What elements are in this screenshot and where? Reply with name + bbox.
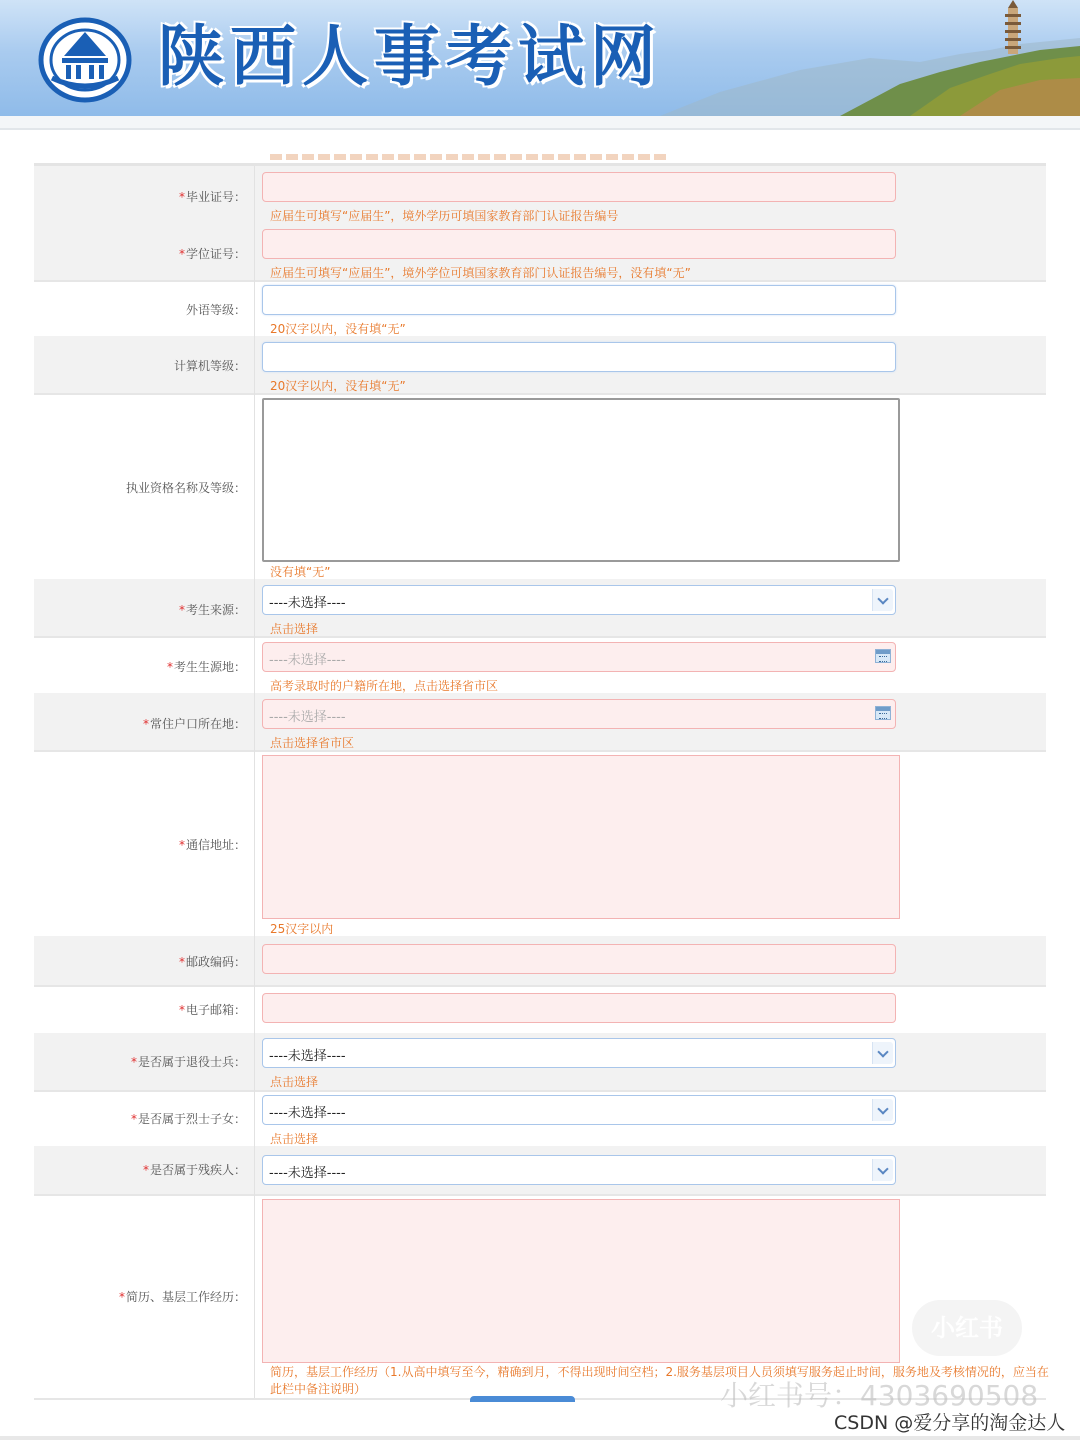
field-label: 外语等级： xyxy=(185,303,246,317)
qualification-textarea[interactable] xyxy=(262,398,900,562)
cropped-hint-text xyxy=(270,154,670,160)
nav-strip xyxy=(0,116,1080,130)
field-hint: 简历，基层工作经历（1.从高中填写至今，精确到月，不得出现时间空档；2.服务基层项目人员须填写服务起止时间，服务地及考核情况的，应当在此栏中备注说明） xyxy=(270,1365,1049,1396)
submit-button[interactable] xyxy=(470,1396,575,1402)
site-title: 陕西人事考试网 xyxy=(158,18,662,95)
field-hint: 20汉字以内，没有填“无” xyxy=(270,379,406,393)
field-label: *是否属于烈士子女： xyxy=(130,1112,246,1126)
divider xyxy=(0,1436,1080,1440)
field-label: *学位证号： xyxy=(178,247,246,261)
field-hint: 高考录取时的户籍所在地，点击选择省市区 xyxy=(270,679,499,693)
field-hint: 点击选择 xyxy=(270,1075,319,1089)
foreign-language-level-input[interactable] xyxy=(262,285,896,315)
field-hint: 应届生可填写“应届生”，境外学历可填国家教育部门认证报告编号 xyxy=(270,209,619,223)
chevron-down-icon[interactable] xyxy=(872,1042,893,1064)
pagoda-mountain-illustration xyxy=(660,0,1080,116)
chevron-down-icon[interactable] xyxy=(872,589,893,611)
field-hint: 没有填“无” xyxy=(270,565,331,579)
region-picker-icon[interactable] xyxy=(875,706,891,720)
region-picker-icon[interactable] xyxy=(875,649,891,663)
xiaohongshu-id-watermark: 小红书号：4303690508 xyxy=(720,1379,1039,1412)
csdn-watermark: CSDN @爱分享的淘金达人 xyxy=(834,1412,1066,1434)
candidate-source-select[interactable]: ----未选择---- xyxy=(262,585,896,615)
field-label: *常住户口所在地： xyxy=(142,717,246,731)
field-label: *简历、基层工作经历： xyxy=(118,1290,246,1304)
field-hint: 点击选择 xyxy=(270,1132,319,1146)
postal-code-input[interactable] xyxy=(262,944,896,974)
field-label: *毕业证号： xyxy=(178,190,246,204)
field-label: *是否属于残疾人： xyxy=(142,1163,246,1177)
martyr-child-select[interactable]: ----未选择---- xyxy=(262,1095,896,1125)
field-hint: 点击选择省市区 xyxy=(270,736,355,750)
field-label: 执业资格名称及等级： xyxy=(125,481,246,495)
xiaohongshu-logo: 小红书 xyxy=(912,1300,1022,1356)
field-hint: 点击选择 xyxy=(270,622,319,636)
site-logo-icon xyxy=(38,16,132,104)
field-label: *是否属于退役士兵： xyxy=(130,1055,246,1069)
field-hint: 应届生可填写“应届生”，境外学位可填国家教育部门认证报告编号，没有填“无” xyxy=(270,266,691,280)
disability-select[interactable]: ----未选择---- xyxy=(262,1155,896,1185)
field-hint: 25汉字以内 xyxy=(270,922,334,936)
household-registration-picker[interactable]: ----未选择---- xyxy=(262,699,896,729)
degree-number-input[interactable] xyxy=(262,229,896,259)
veteran-select[interactable]: ----未选择---- xyxy=(262,1038,896,1068)
chevron-down-icon[interactable] xyxy=(872,1099,893,1121)
field-label: *考生生源地： xyxy=(166,660,246,674)
field-label: *考生来源： xyxy=(178,603,246,617)
field-label: *邮政编码： xyxy=(178,955,246,969)
computer-level-input[interactable] xyxy=(262,342,896,372)
origin-place-picker[interactable]: ----未选择---- xyxy=(262,642,896,672)
field-label: 计算机等级： xyxy=(173,359,246,373)
diploma-number-input[interactable] xyxy=(262,172,896,202)
email-input[interactable] xyxy=(262,993,896,1023)
chevron-down-icon[interactable] xyxy=(872,1159,893,1181)
field-hint: 20汉字以内，没有填“无” xyxy=(270,322,406,336)
resume-textarea[interactable] xyxy=(262,1199,900,1363)
mailing-address-textarea[interactable] xyxy=(262,755,900,919)
site-banner xyxy=(0,0,1080,116)
field-label: *电子邮箱： xyxy=(178,1003,246,1017)
field-label: *通信地址： xyxy=(178,838,246,852)
